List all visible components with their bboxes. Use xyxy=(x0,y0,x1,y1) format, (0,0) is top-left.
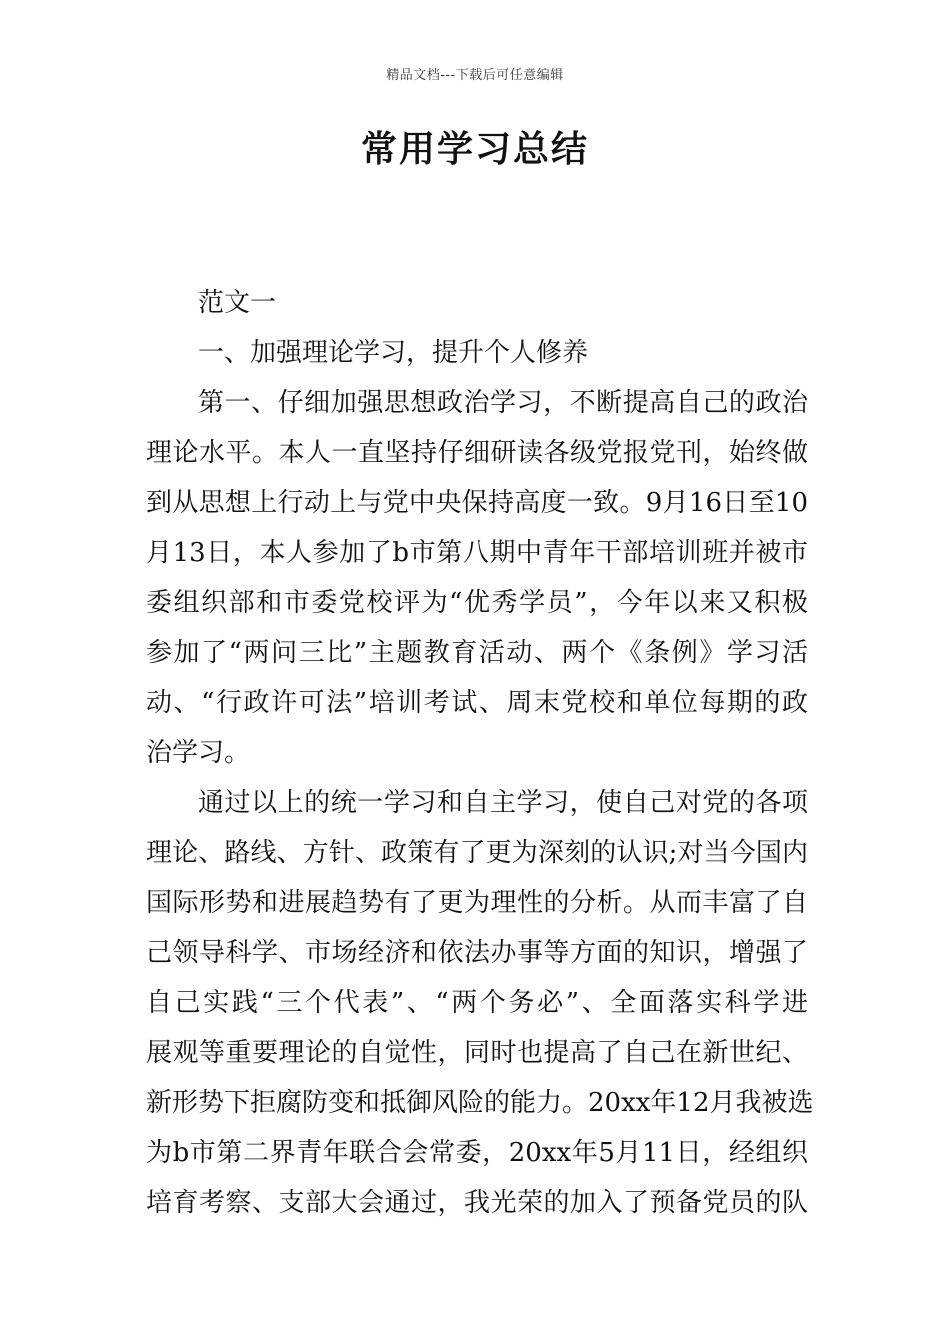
page-header: 精品文档---下载后可任意编辑 xyxy=(386,68,564,83)
section-heading: 一、加强理论学习，提升个人修养 xyxy=(198,338,589,368)
paragraph-line: 到从思想上行动上与党中央保持高度一致。9月16日至10 xyxy=(146,488,808,518)
paragraph-line: 理论水平。本人一直坚持仔细研读各级党报党刊，始终做 xyxy=(146,438,808,468)
paragraph-line: 月13日，本人参加了b市第八期中青年干部培训班并被市 xyxy=(146,538,808,568)
paragraph-line: 培育考察、支部大会通过，我光荣的加入了预备党员的队 xyxy=(146,1188,808,1218)
paragraph-line: 参加了“两问三比”主题教育活动、两个《条例》学习活 xyxy=(146,638,808,668)
section-label: 范文一 xyxy=(198,288,277,318)
paragraph-line: 为b市第二界青年联合会常委，20xx年5月11日，经组织 xyxy=(146,1138,808,1168)
paragraph-line: 动、“行政许可法”培训考试、周末党校和单位每期的政 xyxy=(146,688,808,718)
paragraph-line: 自己实践“三个代表”、“两个务必”、全面落实科学进 xyxy=(146,988,808,1018)
paragraph-line: 委组织部和市委党校评为“优秀学员”，今年以来又积极 xyxy=(146,588,808,618)
paragraph-line: 第一、仔细加强思想政治学习，不断提高自己的政治 xyxy=(198,388,808,418)
paragraph-line: 理论、路线、方针、政策有了更为深刻的认识;对当今国内 xyxy=(146,838,808,868)
paragraph-line: 己领导科学、市场经济和依法办事等方面的知识，增强了 xyxy=(146,938,808,968)
document-body xyxy=(146,278,814,1228)
paragraph-line: 通过以上的统一学习和自主学习，使自己对党的各项 xyxy=(198,788,808,818)
paragraph-line: 展观等重要理论的自觉性，同时也提高了自己在新世纪、 xyxy=(146,1038,808,1068)
paragraph-line: 治学习。 xyxy=(146,738,251,768)
paragraph-line: 国际形势和进展趋势有了更为理性的分析。从而丰富了自 xyxy=(146,888,808,918)
paragraph-line: 新形势下拒腐防变和抵御风险的能力。20xx年12月我被选 xyxy=(146,1088,814,1118)
document-title: 常用学习总结 xyxy=(360,129,589,170)
